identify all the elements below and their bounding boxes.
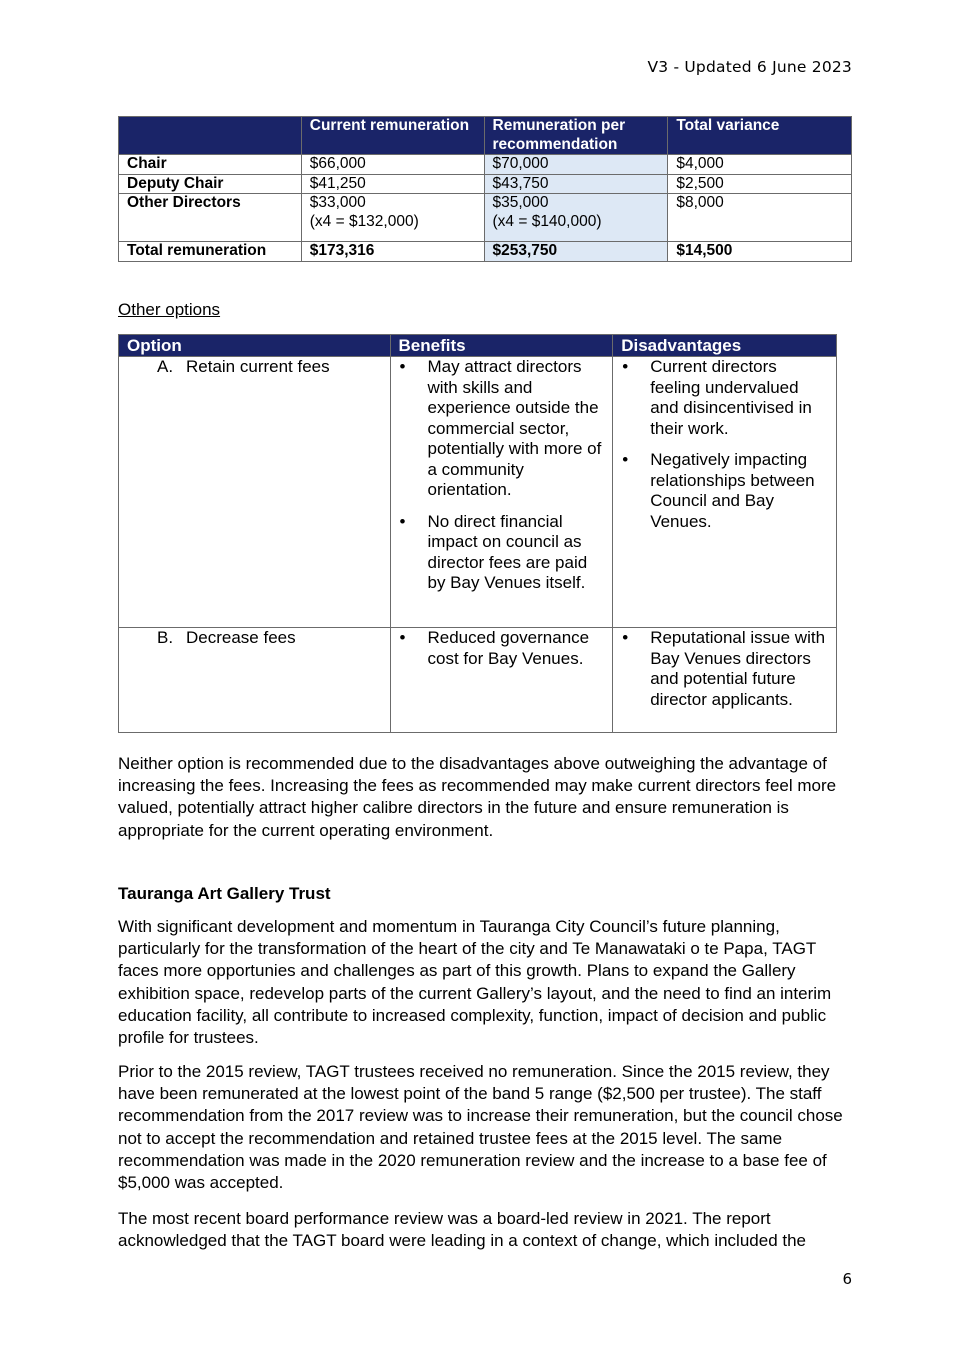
recommended-subvalue: (x4 = $140,000) — [492, 212, 602, 230]
row-label: Chair — [119, 155, 302, 175]
table-row — [119, 194, 852, 242]
option-letter: A. — [157, 357, 174, 376]
column-header: Disadvantages — [613, 335, 837, 357]
option-cell — [119, 357, 391, 628]
row-label: Other Directors — [119, 194, 302, 242]
paragraph: With significant development and momentum in Tauranga City Council’s future planning, particularly for the transformation of the heart of the city and Te Manawataki o te Papa, TAGT faces more opportunies and challenges as part of this growth. Plans to expand the Gallery exhibition space, redevelop parts of the current Gallery’s layout, and the need to find an interim education facility, all contribute to increased complexity, function, impact of decision and public profile for trustees. — [118, 917, 832, 1048]
total-variance: $14,500 — [668, 242, 852, 262]
table-header-row — [119, 117, 852, 155]
total-recommended: $253,750 — [484, 242, 668, 262]
total-row — [119, 242, 852, 262]
total-current: $173,316 — [301, 242, 484, 262]
current-value: $33,000 — [309, 194, 366, 211]
benefits-cell — [390, 628, 613, 733]
version-note: V3 - Updated 6 June 2023 — [647, 58, 852, 76]
other-options-title: Other options — [118, 300, 221, 319]
recommended-value: $35,000 — [492, 194, 549, 211]
benefits-cell — [390, 357, 613, 628]
column-header: Benefits — [390, 335, 613, 357]
paragraph: Neither option is recommended due to the disadvantages above outweighing the advantage of increasing the fees. Increasing the fees as recommended may make current directors feel more valued, potentially attract higher calibre directors in the future and ensure remuneration is appropriate for the current operating environment. — [118, 754, 837, 840]
column-header — [119, 117, 302, 155]
remuneration-table — [118, 116, 852, 262]
list-item: • No direct financial impact on council as director fees are paid by Bay Venues itself. — [397, 512, 607, 594]
table-row — [119, 155, 852, 175]
option-letter: B. — [157, 628, 174, 647]
column-header: Current remuneration — [301, 117, 484, 155]
total-label: Total remuneration — [119, 242, 302, 262]
section-heading: Tauranga Art Gallery Trust — [118, 884, 331, 903]
variance-cell: $4,000 — [668, 155, 852, 175]
recommended-cell: $70,000 — [484, 155, 668, 175]
disadvantages-cell — [613, 357, 837, 628]
variance-cell: $8,000 — [668, 194, 852, 242]
paragraph: The most recent board performance review was a board-led review in 2021. The report acknowledged that the TAGT board were leading in a context of change, which included the — [118, 1209, 807, 1251]
current-cell: $41,250 — [301, 174, 484, 194]
recommended-cell: $43,750 — [484, 174, 668, 194]
column-header: Option — [119, 335, 391, 357]
column-header: Remuneration per recommendation — [484, 117, 668, 155]
table-row — [119, 628, 837, 733]
column-header: Total variance — [668, 117, 852, 155]
disadvantages-cell — [613, 628, 837, 733]
recommended-cell — [484, 194, 668, 242]
options-table — [118, 334, 837, 733]
list-item: • May attract directors with skills and experience outside the commercial sector, potentially with more of a community orientation. — [397, 357, 607, 501]
current-cell — [301, 194, 484, 242]
variance-cell: $2,500 — [668, 174, 852, 194]
table-row — [119, 357, 837, 628]
table-header-row — [119, 335, 837, 357]
current-cell: $66,000 — [301, 155, 484, 175]
option-cell — [119, 628, 391, 733]
list-item: • Reputational issue with Bay Venues directors and potential future director applicants. — [619, 628, 830, 710]
list-item: • Reduced governance cost for Bay Venues. — [397, 628, 607, 669]
page-number: 6 — [842, 1270, 852, 1288]
table-row — [119, 174, 852, 194]
option-label: Decrease fees — [186, 628, 296, 647]
list-item: • Negatively impacting relationships between Council and Bay Venues. — [619, 450, 830, 532]
list-item: • Current directors feeling undervalued and disincentivised in their work. — [619, 357, 830, 439]
paragraph: Prior to the 2015 review, TAGT trustees received no remuneration. Since the 2015 review, they have been remunerated at the lowest point of the band 5 range ($2,500 per trustee). The staff recommendation from the 2017 review was to increase their remuneration, but the council chose not to accept the recommendation and retained trustee fees at the 2015 level. The same recommendation was made in the 2020 remuneration review and the increase to a base fee of $5,000 was accepted. — [118, 1062, 843, 1193]
option-label: Retain current fees — [186, 357, 330, 376]
current-subvalue: (x4 = $132,000) — [309, 212, 419, 230]
row-label: Deputy Chair — [119, 174, 302, 194]
